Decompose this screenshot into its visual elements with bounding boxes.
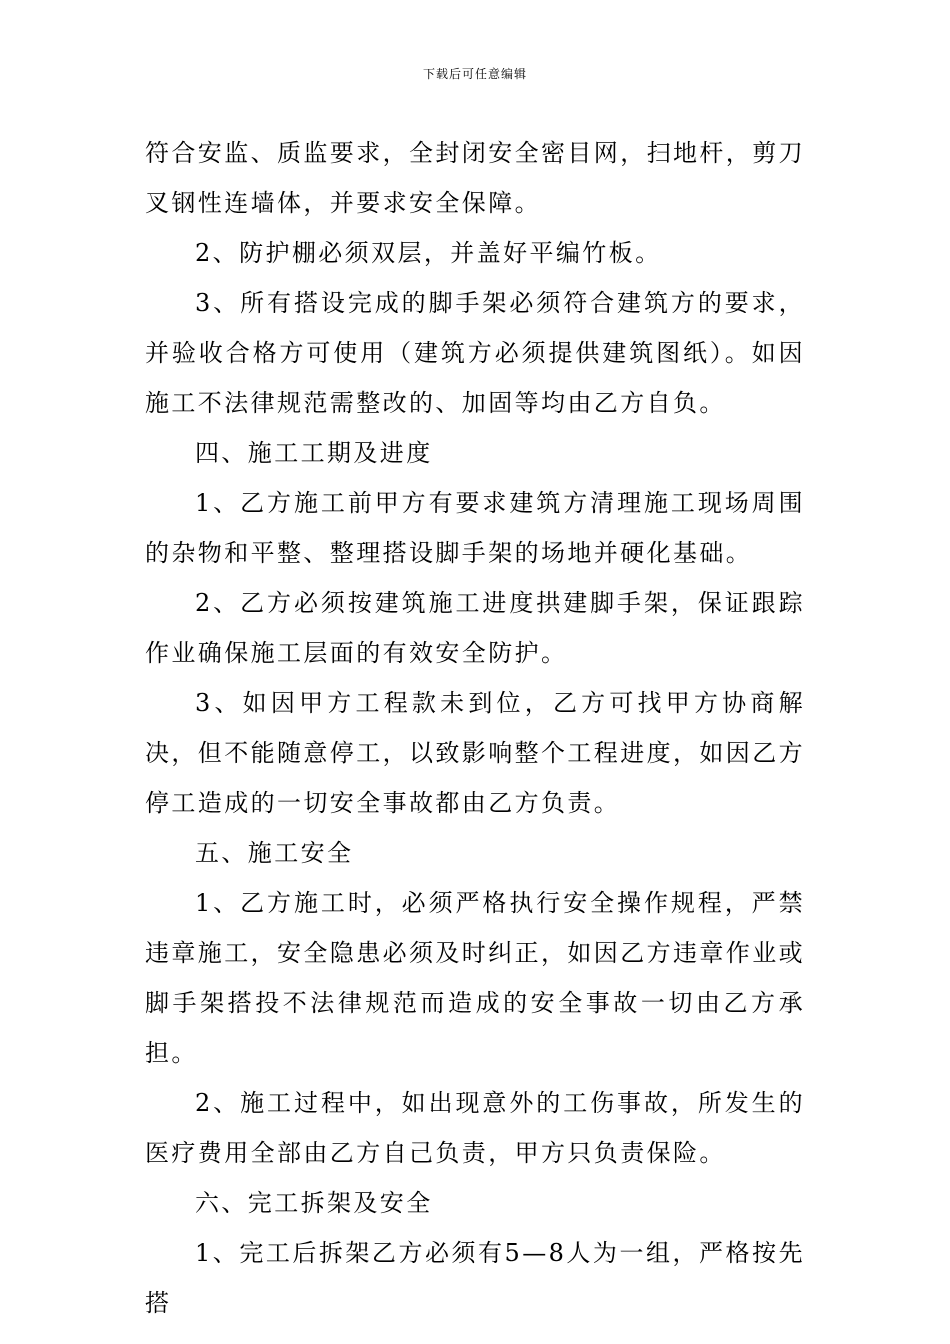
paragraph: 1、完工后拆架乙方必须有5—8人为一组，严格按先搭 <box>145 1239 805 1317</box>
paragraph: 2、施工过程中，如出现意外的工伤事故，所发生的医疗费用全部由乙方自己负责，甲方只负责保险。 <box>145 1089 805 1167</box>
section-heading: 四、施工工期及进度 <box>195 439 433 467</box>
page-header: 下载后可任意编辑 <box>422 67 527 81</box>
paragraph: 3、所有搭设完成的脚手架必须符合建筑方的要求，并验收合格方可使用（建筑方必须提供建筑图纸）。如因施工不法律规范需整改的、加固等均由乙方自负。 <box>145 289 805 417</box>
paragraph-continued: 符合安监、质监要求，全封闭安全密目网，扫地杆，剪刀叉钢性连墙体，并要求安全保障。 <box>145 139 805 217</box>
paragraph: 3、如因甲方工程款未到位，乙方可找甲方协商解决，但不能随意停工，以致影响整个工程进度，如因乙方停工造成的一切安全事故都由乙方负责。 <box>145 689 805 817</box>
section-heading: 五、施工安全 <box>195 839 354 867</box>
paragraph: 2、防护棚必须双层，并盖好平编竹板。 <box>195 239 662 267</box>
section-heading: 六、完工拆架及安全 <box>195 1189 433 1217</box>
paragraph: 1、乙方施工时，必须严格执行安全操作规程，严禁违章施工，安全隐患必须及时纠正，如因乙方违章作业或脚手架搭投不法律规范而造成的安全事故一切由乙方承担。 <box>145 889 805 1067</box>
document-body <box>145 128 805 1328</box>
paragraph: 1、乙方施工前甲方有要求建筑方清理施工现场周围的杂物和平整、整理搭设脚手架的场地并硬化基础。 <box>145 489 805 567</box>
paragraph: 2、乙方必须按建筑施工进度拱建脚手架，保证跟踪作业确保施工层面的有效安全防护。 <box>145 589 805 667</box>
